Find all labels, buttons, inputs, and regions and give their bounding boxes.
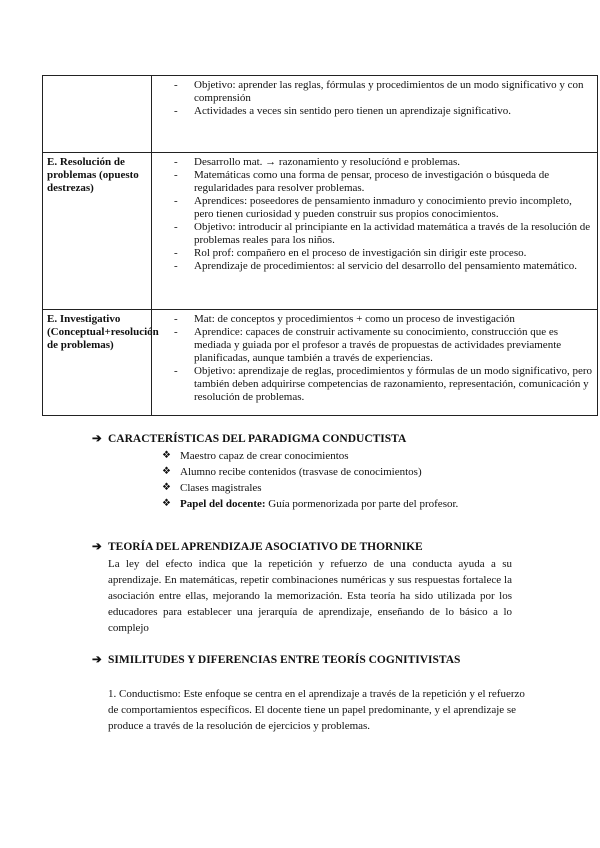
list-item: - Matemáticas como una forma de pensar, proceso de investigación o búsqueda de regularidades para resolver problemas. bbox=[170, 169, 593, 195]
row-label-investigativo: E. Investigativo (Conceptual+resolución de problemas) bbox=[43, 310, 152, 416]
row-content-cell bbox=[152, 310, 598, 416]
bullet-list bbox=[170, 313, 593, 404]
item-text: Guía pormenorizada por parte del profesor. bbox=[265, 498, 459, 510]
section-heading bbox=[92, 541, 532, 554]
list-item: - Desarrollo mat. → razonamiento y resolucíónd e problemas. bbox=[170, 156, 593, 169]
diamond-list bbox=[92, 448, 532, 512]
list-item: - Objetivo: aprendizaje de reglas, procedimientos y fórmulas de un modo significativo, pero también deben adquirirse competencias de razonamiento, representación, comunicación y resolución de problemas. bbox=[170, 365, 593, 404]
section-conductista bbox=[92, 433, 532, 512]
heading-text: CARACTERÍSTICAS DEL PARADIGMA CONDUCTISTA bbox=[108, 433, 407, 445]
section-similitudes bbox=[92, 654, 532, 667]
item-text: Maestro capaz de crear conocimientos bbox=[180, 450, 349, 462]
arrow-icon: ➔ bbox=[92, 433, 102, 445]
list-item: - Aprendices: poseedores de pensamiento inmaduro y conocimiento previo incompleto, pero tienen curiosidad y pueden construir sus propios conocimientos. bbox=[170, 195, 593, 221]
approaches-table bbox=[42, 75, 598, 416]
row-label-resolucion: E. Resolución de problemas (opuesto destrezas) bbox=[43, 153, 152, 310]
bullet-list bbox=[170, 156, 593, 273]
row-label-cell bbox=[43, 76, 152, 153]
heading-text: SIMILITUDES Y DIFERENCIAS ENTRE TEORÍS COGNITIVISTAS bbox=[108, 654, 461, 666]
paragraph: 1. Conductismo: Este enfoque se centra en el aprendizaje a través de la repetición y el refuerzo de comportamientos específicos. El docente tiene un papel predominante, y el aprendizaje se produce a través de la resolución de ejercicios y problemas. bbox=[108, 688, 525, 732]
list-item: - Aprendice: capaces de construir activamente su conocimiento, construcción que es mediada y guiada por el profesor a través de propuestas de actividades previamente planificadas, aunque también a través de experiencias. bbox=[170, 326, 593, 365]
section-similitudes-body bbox=[108, 686, 548, 734]
list-item bbox=[162, 448, 532, 464]
list-item: - Rol prof: compañero en el proceso de investigación sin dirigir este proceso. bbox=[170, 247, 593, 260]
row-content-cell bbox=[152, 153, 598, 310]
table-row bbox=[43, 153, 598, 310]
table-row bbox=[43, 76, 598, 153]
section-heading bbox=[92, 654, 532, 667]
item-bold-label: Papel del docente: bbox=[180, 498, 266, 510]
item-text: Alumno recibe contenidos (trasvase de conocimientos) bbox=[180, 466, 422, 478]
list-item: - Objetivo: introducir al principiante en la actividad matemática a través de la resolución de problemas reales para los niños. bbox=[170, 221, 593, 247]
paragraph: La ley del efecto indica que la repetición y refuerzo de una conducta ayuda a su aprendizaje. En matemáticas, repetir combinaciones numéricas y sus respuestas fortalece la asociación entre ellas, mejorando la memorización. Esta teoría ha sido utilizada por los educadores para establecer una jerarquía de aprendizaje, enseñando de lo básico a lo complejo bbox=[108, 558, 512, 634]
list-item bbox=[162, 464, 532, 480]
arrow-icon: ➔ bbox=[92, 541, 102, 553]
diamond-bullet-icon: ❖ bbox=[162, 498, 171, 509]
list-item: - Mat: de conceptos y procedimientos + como un proceso de investigación bbox=[170, 313, 593, 326]
heading-text: TEORÍA DEL APRENDIZAJE ASOCIATIVO DE THORNIKE bbox=[108, 541, 423, 553]
table-row bbox=[43, 310, 598, 416]
section-thornike bbox=[92, 541, 532, 636]
list-item bbox=[162, 496, 532, 512]
list-item: - Aprendizaje de procedimientos: al servicio del desarrollo del pensamiento matemático. bbox=[170, 260, 593, 273]
diamond-bullet-icon: ❖ bbox=[162, 482, 171, 493]
list-item: - Actividades a veces sin sentido pero tienen un aprendizaje significativo. bbox=[170, 105, 593, 118]
row-content-cell bbox=[152, 76, 598, 153]
arrow-icon: ➔ bbox=[92, 654, 102, 666]
bullet-list bbox=[170, 79, 593, 118]
list-item: - Objetivo: aprender las reglas, fórmulas y procedimientos de un modo significativo y con comprensión bbox=[170, 79, 593, 105]
diamond-bullet-icon: ❖ bbox=[162, 466, 171, 477]
item-text: Clases magistrales bbox=[180, 482, 262, 494]
diamond-bullet-icon: ❖ bbox=[162, 450, 171, 461]
list-item bbox=[162, 480, 532, 496]
section-heading bbox=[92, 433, 532, 446]
